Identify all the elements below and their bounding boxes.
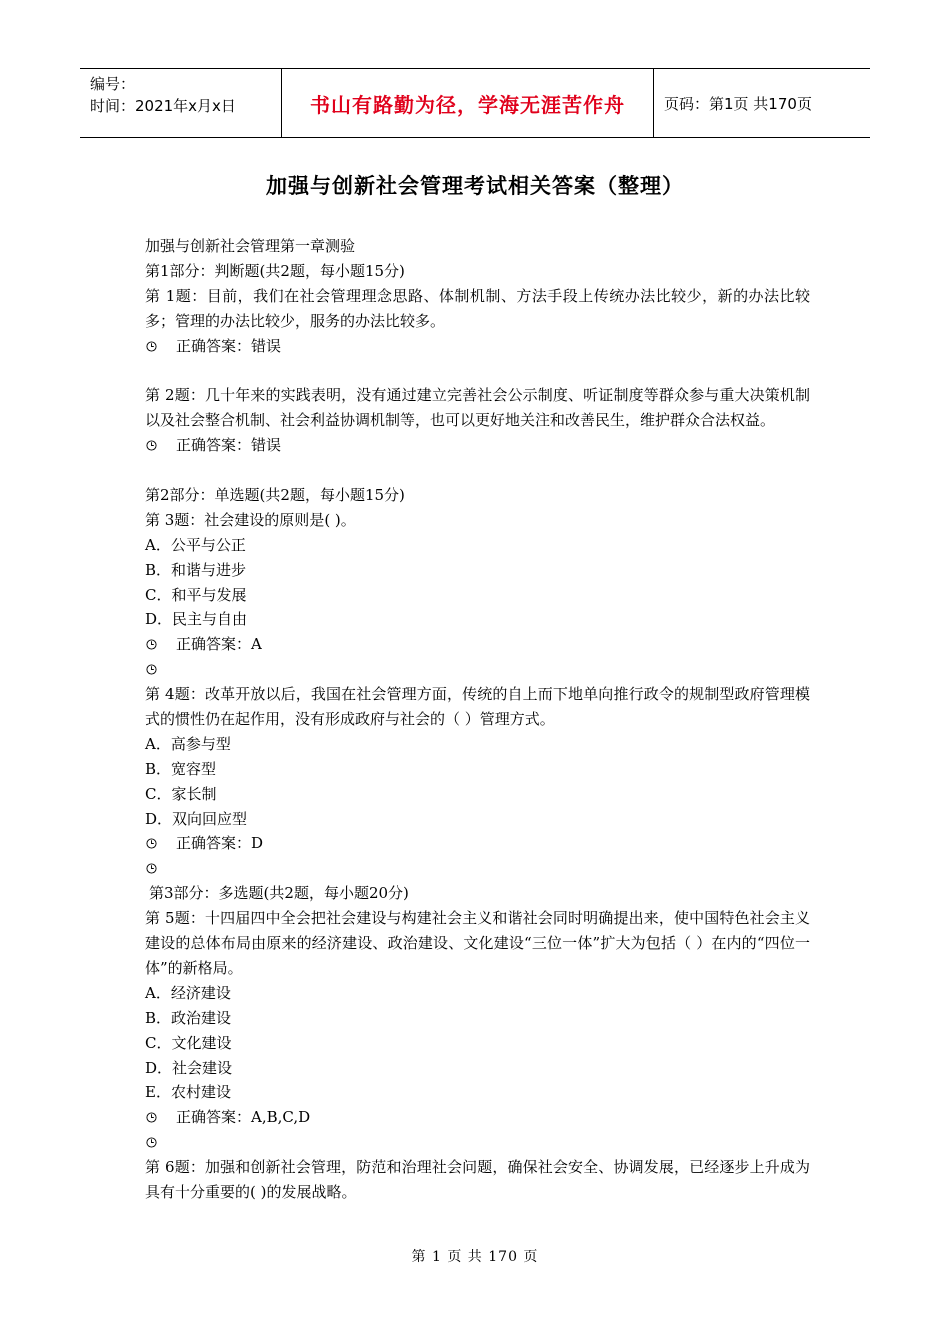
document-title: 加强与创新社会管理考试相关答案（整理） bbox=[266, 174, 684, 198]
number-label: 编号： bbox=[90, 75, 136, 93]
answer-4-text: 正确答案：D bbox=[176, 834, 264, 853]
question-3: 第 3题：社会建设的原则是( )。 bbox=[145, 510, 356, 529]
spacer bbox=[145, 358, 810, 383]
header-left-cell bbox=[80, 69, 281, 137]
question-6: 第 6题：加强和创新社会管理，防范和治理社会问题，确保社会安全、协调发展，已经逐步上升成为具有十分重要的( )的发展战略。 bbox=[145, 1158, 810, 1201]
answer-3-text: 正确答案：A bbox=[176, 635, 262, 654]
question-1: 第 1题：目前，我们在社会管理理念思路、体制机制、方法手段上传统办法比较少，新的办法比较多；管理的办法比较少，服务的办法比较多。 bbox=[145, 286, 810, 330]
clock-icon bbox=[146, 1137, 157, 1148]
header-motto: 书山有路勤为径，学海无涯苦作舟 bbox=[281, 69, 654, 137]
clock-icon bbox=[146, 838, 157, 849]
clock-line bbox=[145, 856, 810, 881]
clock-icon bbox=[146, 664, 157, 675]
answer-4 bbox=[145, 831, 810, 856]
part-3-heading: 第3部分：多选题(共2题，每小题20分) bbox=[149, 884, 409, 903]
chapter-heading: 加强与创新社会管理第一章测验 bbox=[145, 237, 356, 255]
page-header bbox=[80, 68, 870, 138]
answer-5 bbox=[145, 1105, 810, 1130]
answer-2 bbox=[145, 433, 810, 458]
question-2: 第 2题：几十年来的实践表明，没有通过建立完善社会公示制度、听证制度等群众参与重大决策机制以及社会整合机制、社会利益协调机制等，也可以更好地关注和改善民生，维护群众合法权益。 bbox=[145, 386, 810, 430]
option-item: D．民主与自由 bbox=[145, 610, 248, 629]
answer-5-text: 正确答案：A,B,C,D bbox=[176, 1108, 311, 1127]
question-5: 第 5题：十四届四中全会把社会建设与构建社会主义和谐社会同时明确提出来，使中国特色社会主义建设的总体布局由原来的经济建设、政治建设、文化建设“三位一体”扩大为包括（ ）在内的“四位一体”的新格局。 bbox=[145, 909, 810, 977]
clock-icon bbox=[146, 863, 157, 874]
answer-1 bbox=[145, 334, 810, 359]
option-item: B．政治建设 bbox=[145, 1008, 232, 1027]
option-item: C．文化建设 bbox=[145, 1033, 232, 1052]
clock-line bbox=[145, 657, 810, 682]
clock-icon bbox=[146, 341, 157, 352]
document-body bbox=[145, 234, 810, 1205]
answer-1-text: 正确答案：错误 bbox=[176, 336, 282, 355]
spacer bbox=[145, 458, 810, 483]
clock-icon bbox=[146, 440, 157, 451]
page-footer: 第 1 页 共 170 页 bbox=[411, 1249, 539, 1265]
part-2-heading: 第2部分：单选题(共2题，每小题15分) bbox=[145, 485, 405, 504]
question-4: 第 4题：改革开放以后，我国在社会管理方面，传统的自上而下地单向推行政令的规制型政府管理模式的惯性仍在起作用，没有形成政府与社会的（ ）管理方式。 bbox=[145, 685, 810, 728]
clock-line bbox=[145, 1130, 810, 1155]
clock-icon bbox=[146, 1112, 157, 1123]
header-page-info: 页码：第1页 共170页 bbox=[664, 94, 812, 113]
option-item: B．宽容型 bbox=[145, 759, 217, 778]
clock-icon bbox=[146, 639, 157, 650]
option-item: E．农村建设 bbox=[145, 1083, 231, 1102]
option-item: A．经济建设 bbox=[145, 983, 231, 1002]
option-item: D．社会建设 bbox=[145, 1058, 233, 1077]
option-item: B．和谐与进步 bbox=[145, 560, 247, 579]
time-label: 时间：2021年x月x日 bbox=[90, 97, 236, 115]
part-1-heading: 第1部分：判断题(共2题，每小题15分) bbox=[145, 261, 405, 280]
answer-2-text: 正确答案：错误 bbox=[176, 436, 282, 455]
option-item: C．和平与发展 bbox=[145, 585, 247, 604]
option-item: D．双向回应型 bbox=[145, 809, 248, 828]
option-item: C．家长制 bbox=[145, 784, 217, 803]
option-item: A．高参与型 bbox=[145, 734, 231, 753]
answer-3 bbox=[145, 632, 810, 657]
option-item: A．公平与公正 bbox=[145, 535, 246, 554]
